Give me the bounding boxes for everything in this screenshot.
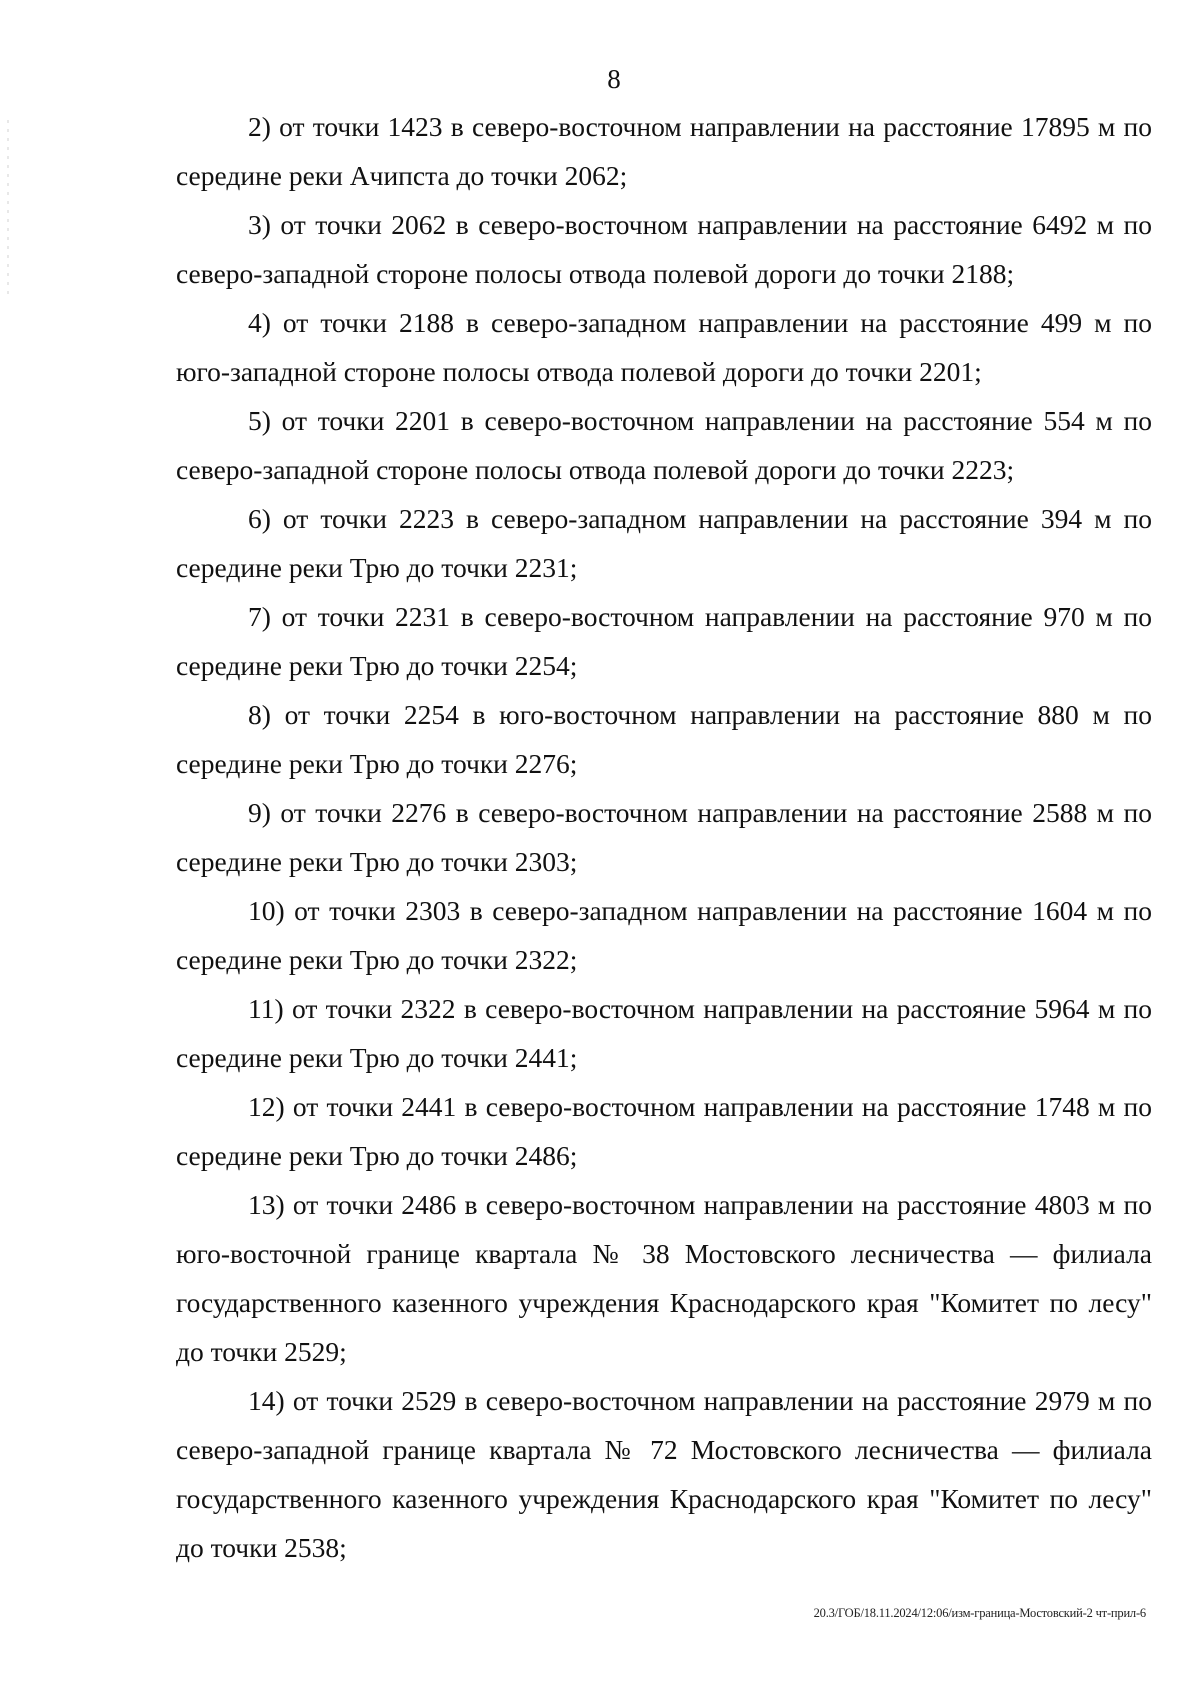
paragraph-item-2: 2) от точки 1423 в северо-восточном направлении на расстояние 17895 м по середине реки Ачипста до точки 2062; [176,111,1152,191]
paragraph-item-5: 5) от точки 2201 в северо-восточном направлении на расстояние 554 м по северо-западной стороне полосы отвода полевой дороги до точки 2223; [176,405,1152,485]
paragraph-item-10: 10) от точки 2303 в северо-западном направлении на расстояние 1604 м по середине реки Трю до точки 2322; [176,895,1152,975]
scan-binding-marks [7,120,9,300]
paragraph-item-3: 3) от точки 2062 в северо-восточном направлении на расстояние 6492 м по северо-западной стороне полосы отвода полевой дороги до точки 2188; [176,209,1152,289]
paragraph-item-12: 12) от точки 2441 в северо-восточном направлении на расстояние 1748 м по середине реки Трю до точки 2486; [176,1091,1152,1171]
page-number: 8 [607,64,621,94]
paragraph-item-11: 11) от точки 2322 в северо-восточном направлении на расстояние 5964 м по середине реки Трю до точки 2441; [176,993,1152,1073]
paragraph-item-7: 7) от точки 2231 в северо-восточном направлении на расстояние 970 м по середине реки Трю до точки 2254; [176,601,1152,681]
document-footer-code: 20.3/ГОБ/18.11.2024/12:06/изм-граница-Мостовский-2 чт-прил-6 [813,1606,1146,1620]
paragraph-item-13: 13) от точки 2486 в северо-восточном направлении на расстояние 4803 м по юго-восточной границе квартала № 38 Мостовского лесничества — филиала государственного казенного учреждения Краснодарского края "Комитет по лесу" до точки 2529; [176,1189,1152,1367]
paragraph-item-9: 9) от точки 2276 в северо-восточном направлении на расстояние 2588 м по середине реки Трю до точки 2303; [176,797,1152,877]
paragraph-item-14: 14) от точки 2529 в северо-восточном направлении на расстояние 2979 м по северо-западной границе квартала № 72 Мостовского лесничества — филиала государственного казенного учреждения Краснодарского края "Комитет по лесу" до точки 2538; [176,1385,1152,1563]
document-body [176,102,1152,1572]
paragraph-item-6: 6) от точки 2223 в северо-западном направлении на расстояние 394 м по середине реки Трю до точки 2231; [176,503,1152,583]
paragraph-item-8: 8) от точки 2254 в юго-восточном направлении на расстояние 880 м по середине реки Трю до точки 2276; [176,699,1152,779]
paragraph-item-4: 4) от точки 2188 в северо-западном направлении на расстояние 499 м по юго-западной стороне полосы отвода полевой дороги до точки 2201; [176,307,1152,387]
